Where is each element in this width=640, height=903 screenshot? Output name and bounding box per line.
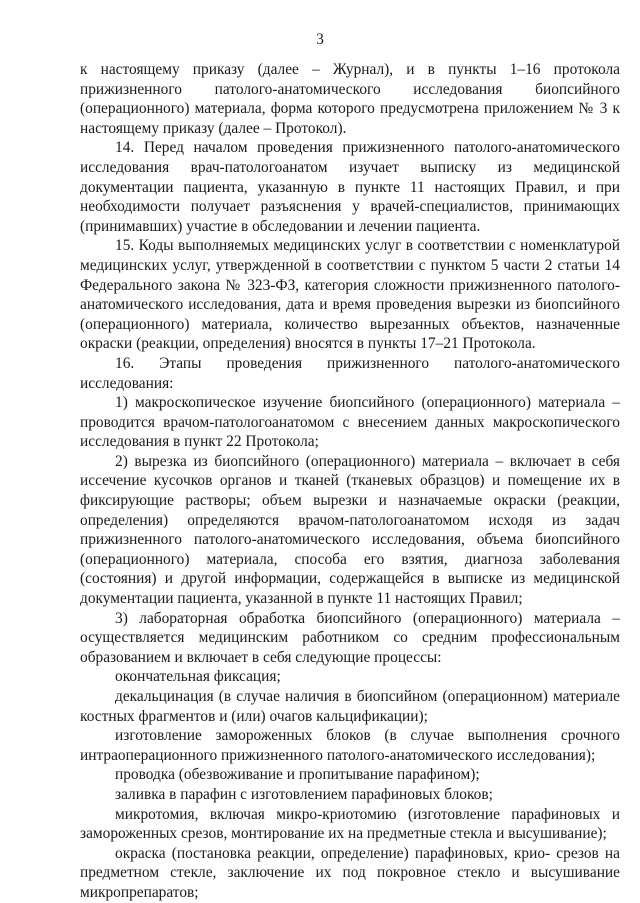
process-item-fixation: окончательная фиксация; [115, 668, 281, 686]
paragraph-continuation: к настоящему приказу (далее – Журнал), и в пункты 1–16 протокола прижизненного патолого-анатомического исследования биопсийного (операционного) материала, форма которого предусмотрена приложением № 3 к настоящему приказу (далее – Протокол). [80, 61, 620, 137]
page-number: 3 [316, 31, 324, 48]
process-item-embedding: заливка в парафин с изготовлением парафиновых блоков; [115, 785, 493, 803]
paragraph-15: 15. Коды выполняемых медицинских услуг в соответствии с номенклатурой медицинских услуг, утвержденной в соответствии с пунктом 5 части 2 статьи 14 Федерального закона № 323-ФЗ, категория сложности прижизненного патолого-анатомического исследования, дата и время проведения вырезки из биопсийного (операционного) материала, количество вырезанных объектов, назначенные окраски (реакции, определения) вносятся в пункты 17–21 Протокола. [80, 237, 620, 353]
document-body [80, 60, 620, 903]
process-item-decalcination: декальцинация (в случае наличия в биопсийном (операционном) материале костных фрагментов и (или) очагов кальцификации); [80, 688, 620, 725]
paragraph-14: 14. Перед началом проведения прижизненного патолого-анатомического исследования врач-патологоанатом изучает выписку из медицинской документации пациента, указанную в пункте 11 настоящих Правил, и при необходимости получает разъяснения у врачей-специалистов, принимающих (принимавших) участие в обследовании и лечении пациента. [80, 139, 620, 235]
list-item-3: 3) лабораторная обработка биопсийного (операционного) материала – осуществляется медицинским работником со средним профессиональным образованием и включает в себя следующие процессы: [80, 609, 620, 666]
paragraph-16: 16. Этапы проведения прижизненного патолого-анатомического исследования: [80, 354, 620, 392]
process-item-processing: проводка (обезвоживание и пропитывание парафином); [115, 766, 480, 784]
list-item-1: 1) макроскопическое изучение биопсийного (операционного) материала – проводится врачом-патологоанатомом с внесением данных макроскопического исследования в пункт 22 Протокола; [80, 394, 620, 451]
process-item-frozen-blocks: изготовление замороженных блоков (в случае выполнения срочного интраоперационного прижизненного патолого-анатомического исследования); [80, 727, 620, 764]
process-item-microtomy: микротомия, включая микро-криотомию (изготовление парафиновых и замороженных срезов, монтирование их на предметные стекла и высушивание); [80, 805, 620, 843]
list-item-2: 2) вырезка из биопсийного (операционного) материала – включает в себя иссечение кусочков органов и тканей (тканевых образцов) и помещение их в фиксирующие растворы; объем вырезки и назначаемые окраски (реакции, определения) определяются врачом-патологоанатомом исходя из задач прижизненного патолого-анатомического исследования, объема биопсийного (операционного) материала, способа его взятия, диагноза заболевания (состояния) и другой информации, содержащейся в выписке из медицинской документации пациента, указанной в пункте 11 настоящих Правил; [80, 452, 620, 608]
process-item-staining: окраска (постановка реакции, определение) парафиновых, крио- срезов на предметном стекле, заключение их под покровное стекло и высушивание микропрепаратов; [80, 844, 620, 901]
